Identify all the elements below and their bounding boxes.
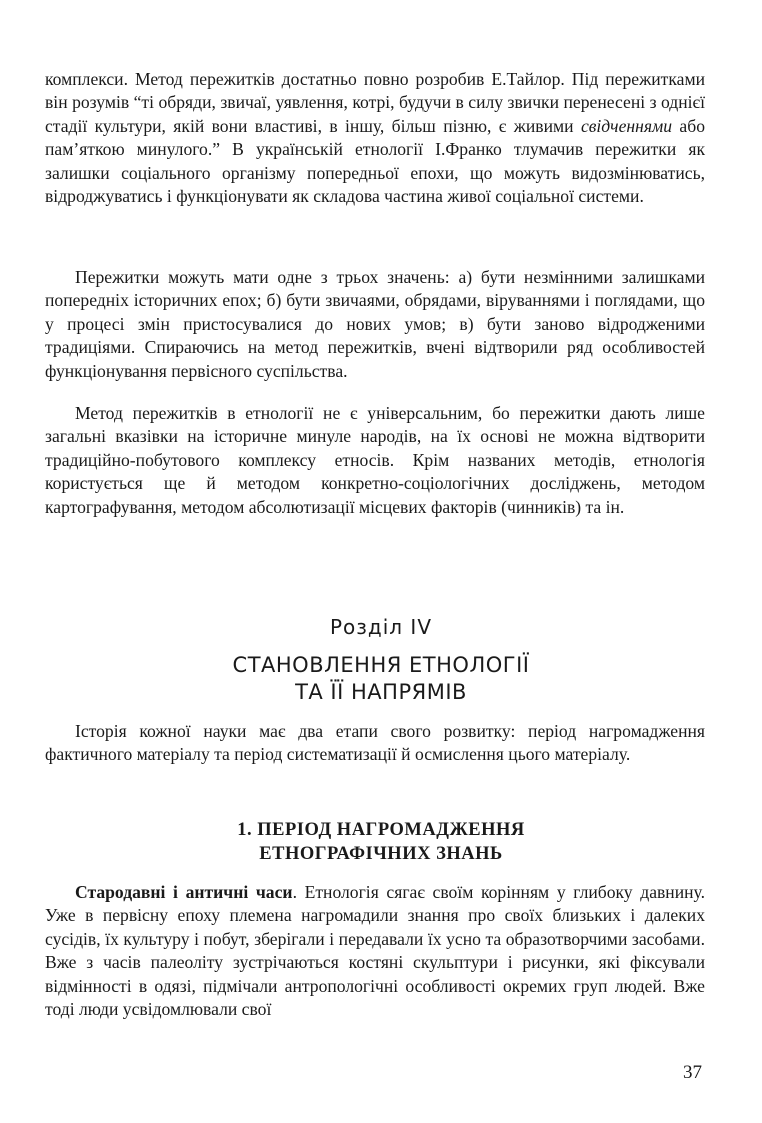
- subsection-title-line-1: 1. ПЕРІОД НАГРОМАДЖЕННЯ: [237, 820, 525, 840]
- paragraph-ancient-times: [45, 881, 705, 1021]
- page-number: 37: [683, 1062, 702, 1083]
- chapter-title-line-2: ТА ЇЇ НАПРЯМІВ: [295, 680, 467, 704]
- paragraph-lead-in: Стародавні і античні часи: [75, 882, 293, 902]
- emphasized-word: свідченнями: [580, 115, 673, 136]
- paragraph-text: . Етнологія сягає своїм корінням у глибоку давнину. Уже в первісну епоху племена нагромадили знання про своїх близьких і далеких сусідів, їх культуру і побут, зберігали і передавали їх усно та образотворчими засобами. Вже з часів палеоліту зустрічаються костяні скульптури і рисунки, які фіксували відмінності в одязі, підмічали антропологічні особливості окремих груп людей. Вже тоді люди усвідомлювали свої: [45, 882, 705, 1020]
- paragraph-tylor-method: [45, 68, 705, 208]
- subsection-title-line-2: ЕТНОГРАФІЧНИХ ЗНАНЬ: [259, 844, 503, 864]
- paragraph-science-stages: Історія кожної науки має два етапи свого розвитку: період нагромадження фактичного матеріалу та період систематизації й осмислення цього матеріалу.: [45, 721, 705, 765]
- chapter-title-line-1: СТАНОВЛЕННЯ ЕТНОЛОГІЇ: [232, 653, 530, 677]
- paragraph-survivals-meanings: Пережитки можуть мати одне з трьох значень: а) бути незмінними залишками попередніх історичних епох; б) бути звичаями, обрядами, віруваннями і поглядами, що у процесі змін пристосувалися до нових умов; в) бути заново відродженими традиціями. Спираючись на метод пережитків, вчені відтворили ряд особливостей функціонування первісного суспільства.: [45, 267, 705, 381]
- paragraph-method-limits: Метод пережитків в етнології не є універсальним, бо пережитки дають лише загальні вказівки на історичне минуле народів, на їх основі не можна відтворити традиційно-побутового комплексу етносів. Крім названих методів, етнологія користується ще й методом конкретно-соціологічних досліджень, методом картографування, методом абсолютизації місцевих факторів (чинників) та ін.: [45, 403, 705, 517]
- paragraph-text: комплекси. Метод пережитків достатньо повно розробив Е.Тайлор. Під пережитками він розумів “ті обряди, звичаї, уявлення, котрі, будучи в силу звички перенесені з однієї стадії культури, якій вони властиві, в іншу, більш пізню, є живими: [45, 69, 705, 136]
- paragraph-text: або пам’яткою минулого.” В українській етнології І.Франко тлумачив пережитки як залишки соціального організму попередньої епохи, що можуть видозмінюватись, відроджуватись і функціонувати як складова частина живої соціальної системи.: [45, 115, 705, 207]
- section-label: Розділ IV: [329, 615, 433, 639]
